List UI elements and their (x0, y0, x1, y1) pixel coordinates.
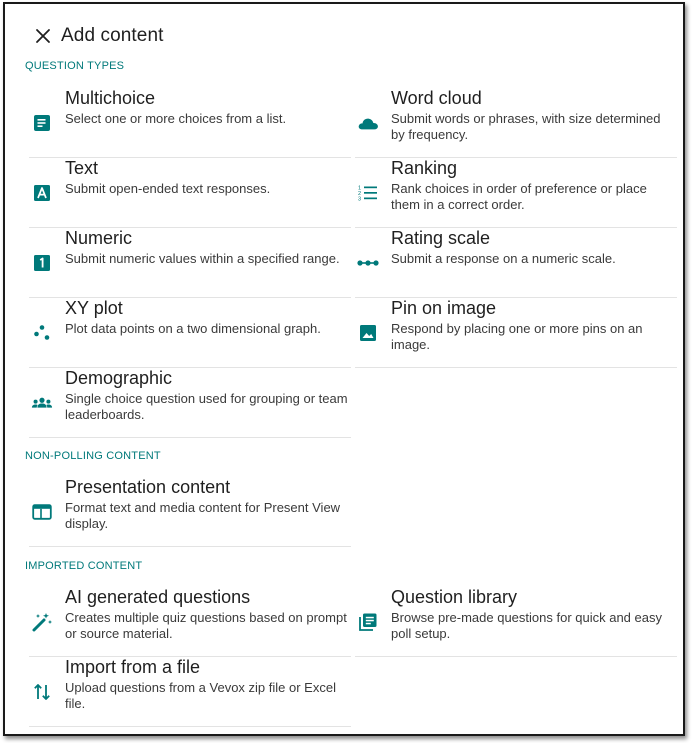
item-xy-plot[interactable] (29, 298, 351, 368)
dialog-title: Add content (61, 25, 164, 46)
item-title: Multichoice (65, 88, 156, 108)
number-icon (31, 252, 53, 274)
text-icon (31, 182, 53, 204)
item-multichoice[interactable] (29, 88, 351, 158)
ordered-list-icon (357, 182, 379, 204)
scale-icon (357, 252, 379, 274)
import-icon (31, 681, 53, 703)
item-question-library[interactable] (355, 587, 677, 657)
item-description: Submit words or phrases, with size determined by frequency. (391, 111, 661, 142)
item-description: Respond by placing one or more pins on an image. (391, 321, 643, 352)
item-description: Select one or more choices from a list. (65, 111, 287, 126)
item-description: Plot data points on a two dimensional graph. (65, 321, 321, 336)
section-imported: IMPORTED CONTENT (25, 560, 143, 572)
item-text[interactable] (29, 158, 351, 228)
item-description: Creates multiple quiz questions based on prompt or source material. (65, 610, 347, 641)
dialog-header (33, 24, 164, 48)
item-presentation-content[interactable] (29, 477, 351, 547)
item-word-cloud[interactable] (355, 88, 677, 158)
group-icon (31, 392, 53, 414)
library-icon (357, 611, 379, 633)
item-description: Submit a response on a numeric scale. (391, 251, 616, 266)
item-title: Pin on image (391, 298, 497, 318)
image-icon (357, 322, 379, 344)
svg-text:3: 3 (358, 196, 362, 202)
item-demographic[interactable] (29, 368, 351, 438)
svg-text:2: 2 (358, 191, 362, 197)
item-title: Ranking (391, 158, 458, 178)
item-title: Rating scale (391, 228, 491, 248)
item-numeric[interactable] (29, 228, 351, 298)
list-icon (31, 112, 53, 134)
item-title: Presentation content (65, 477, 231, 497)
item-title: Question library (391, 587, 518, 607)
item-description: Rank choices in order of preference or place them in a correct order. (391, 181, 647, 212)
item-title: Import from a file (65, 657, 201, 677)
item-pin-on-image[interactable] (355, 298, 677, 368)
add-content-dialog (3, 2, 685, 736)
magic-wand-icon (31, 611, 53, 633)
item-title: XY plot (65, 298, 123, 318)
presentation-icon (31, 501, 53, 523)
item-description: Browse pre-made questions for quick and easy poll setup. (391, 610, 662, 641)
close-button[interactable] (31, 24, 55, 48)
item-import-from-file[interactable] (29, 657, 351, 727)
svg-text:1: 1 (358, 185, 362, 192)
item-description: Format text and media content for Present View display. (65, 500, 341, 531)
item-description: Upload questions from a Vevox zip file or Excel file. (65, 680, 336, 711)
section-non-polling: NON-POLLING CONTENT (25, 450, 161, 462)
scatter-icon (31, 322, 53, 344)
item-title: Text (65, 158, 99, 178)
item-title: AI generated questions (65, 587, 251, 607)
item-title: Word cloud (391, 88, 482, 108)
item-description: Submit numeric values within a specified range. (65, 251, 340, 266)
item-rating-scale[interactable] (355, 228, 677, 298)
section-question-types: QUESTION TYPES (25, 60, 125, 72)
item-ranking[interactable] (355, 158, 677, 228)
item-description: Submit open-ended text responses. (65, 181, 271, 196)
item-description: Single choice question used for grouping or team leaderboards. (65, 391, 348, 422)
cloud-icon (357, 112, 379, 134)
item-ai-generated-questions[interactable] (29, 587, 351, 657)
item-title: Demographic (65, 368, 173, 388)
close-icon (35, 28, 51, 44)
item-title: Numeric (65, 228, 133, 248)
